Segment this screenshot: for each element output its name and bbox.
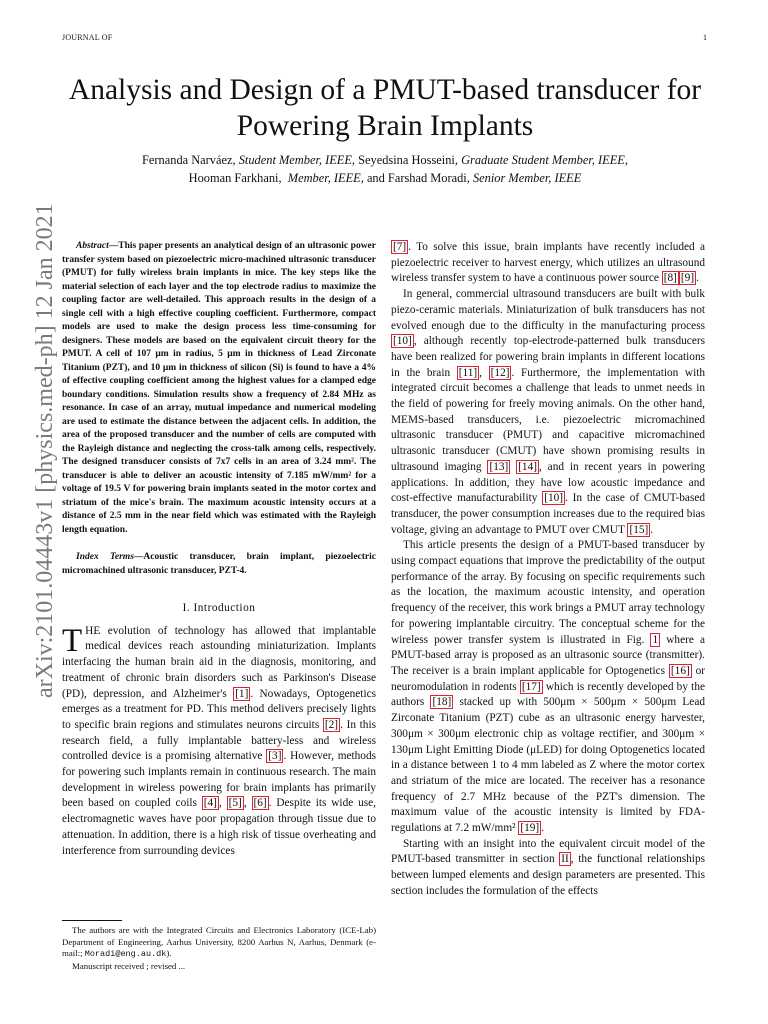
citation-link[interactable]: [16] (670, 664, 690, 677)
paragraph-text: . Despite its wide use, electromagnetic waves have poor propagation through tissue due to attenuation. In addition, there is a high risk of tissue overheating and interference from surrounding devices (62, 797, 376, 857)
paragraph-text: This article presents the design of a PMUT-based transducer by using compact equations that improve the predictability of the output performance of the array. By focusing on specific requirements such as the location, the maximum acoustic intensity, and operation frequency of the receiver, this work brings a PMUT array technology for powering implantable circuitry. The conceptual scheme for the wireless power transfer system is illustrated in Fig. (391, 539, 705, 646)
body-paragraph (391, 538, 705, 836)
footnote-rule (62, 920, 122, 921)
author-list (40, 151, 730, 187)
citation-link[interactable]: [7] (393, 241, 407, 253)
section-heading-introduction: I. Introduction (182, 602, 256, 614)
citation-link[interactable]: [17] (521, 680, 541, 693)
citation-link[interactable]: [15] (629, 523, 649, 536)
author-name: and Farshad Moradi, (366, 171, 470, 185)
index-terms-label: Index Terms (76, 552, 134, 562)
citation-link[interactable]: [2] (324, 718, 339, 731)
abstract-label: Abstract (76, 241, 109, 251)
citation-link[interactable]: [8] (663, 272, 677, 285)
separator-text: , (218, 797, 227, 810)
citation-link[interactable]: [10] (393, 335, 412, 348)
paper-title: Analysis and Design of a PMUT-based transducer for Powering Brain Implants (68, 74, 702, 142)
left-column (62, 240, 376, 859)
citation-link[interactable]: [13] (489, 460, 509, 473)
author-affiliation: Member, IEEE, (287, 171, 364, 185)
paragraph-text: , although recently top-electrode-patterned bulk transducers have been realized for powering brain implants in different locations in the brain (391, 335, 705, 379)
paragraph-text: , the functional relationships between lumped elements and design parameters are presented. This section includes the formulation of the effects (391, 853, 705, 897)
paragraph-text: . Furthermore, the implementation with integrated circuit becomes a challenge that leads to unmet needs in the field of powering for freely moving animals. On the other hand, MEMS-based transducers, i.e. piezoelectric micromachined ultrasonic transducer (PMUT) and capacitive micromachined ultrasonic transducer (CMUT) have shown promising results in ultrasound imaging (391, 366, 705, 473)
paragraph-text: . (696, 272, 699, 285)
citation-link[interactable]: [12] (490, 366, 510, 379)
paragraph-text: , and in recent years in powering applications. In addition, they have low acoustic impedance and cost-effective manufacturability (391, 460, 705, 505)
footnote-affiliation (62, 925, 376, 961)
paragraph-text: . To solve this issue, brain implants have recently included a piezoelectric receiver to harvest energy, which utilizes an ultrasound wireless transfer system to have a continuous power source (391, 241, 705, 285)
author-name: Hooman Farkhani, (188, 171, 282, 185)
body-paragraph (391, 240, 705, 287)
arxiv-identifier-stamp[interactable]: arXiv:2101.04443v1 [physics.med-ph] 12 Jan 2021 (32, 203, 58, 698)
paragraph-text: Starting with an insight into the equivalent circuit model of the PMUT-based transmitter in section (391, 837, 705, 866)
footnote-text: The authors are with the Integrated Circuits and Electronics Laboratory (ICE-Lab) Department of Engineering, Aarhus University, 8200 Aarhus N, Aarhus, Denmark (e-mail:; (62, 925, 376, 959)
body-paragraph (391, 837, 705, 900)
separator-text: , (479, 366, 489, 379)
email-link[interactable]: Moradi@eng.au.dk (84, 949, 167, 960)
right-column (391, 240, 705, 900)
index-terms (62, 551, 376, 578)
paragraph-text: . Nowadays, Optogenetics emerges as a treatment for PD. This method delivers precisely lights to specific brain regions and stimulates neurons circuits (62, 687, 376, 731)
footnote (62, 920, 376, 972)
citation-link[interactable]: [18] (432, 696, 452, 709)
paragraph-text: where a PMUT-based array is proposed as an ultrasonic source (transmitter). The receiver is a brain implant applicable for Optogenetics (391, 633, 705, 677)
paragraph-text: which is recently developed by the authors (391, 680, 705, 709)
citation-link[interactable]: [6] (253, 797, 267, 810)
paragraph-text: or neuromodulation in rodents (391, 664, 705, 693)
paragraph-text: . In this research field, a fully implantable battery-less and wireless controlled device is a promising alternative (62, 718, 376, 763)
author-affiliation: Student Member, IEEE, (238, 153, 356, 167)
drop-cap: T (62, 622, 83, 659)
author-name: Seyedsina Hosseini, (358, 153, 458, 167)
citation-link[interactable]: [11] (458, 366, 478, 379)
abstract (62, 240, 376, 537)
intro-paragraph (62, 624, 376, 860)
paragraph-text: In general, commercial ultrasound transducers are built with bulk piezo-ceramic materials. Miniaturization of bulk transducers has not evolved enough due to the difficulty in the manufacturing process (391, 288, 705, 332)
citation-link[interactable]: [1] (235, 687, 249, 700)
citation-link[interactable]: [10] (544, 492, 564, 505)
paragraph-text: . (650, 523, 654, 536)
abstract-text: —This paper presents an analytical design of an ultrasonic power transfer system based on piezoelectric micro-machined ultrasonic transducer (PMUT) for fully wireless brain implants in mice. The key steps like the material selection of each layer and the top electrode radius to maximize the coupling factor are well-detailed. This approach results in the design of a single cell with a high effective coupling coefficient. Furthermore, compact models are used to make the design process less time-consuming for designers. These models are based on the equivalent circuit theory for the PMUT. A cell of 107 μm in radius, 5 μm in thickness of Lead Zirconate Titanium (PZT), and 10 μm in thickness of silicon (Si) is found to have a 4% of effective coupling coefficient among the highest values for a clamped edge boundary conditions. Simulation results show a frequency of 2.84 MHz as resonance. In case of an array, mutual impedance and numerical modeling are used to estimate the distance between the adjacent cells. In addition, the area of the proposed transducer and the number of cells are computed with the Rayleigh distance and neglecting the cross-talk among cells, respectively. The designed transducer consists of 7x7 cells in an area of 3.24 mm². The transducer is able to deliver an acoustic intensity of 7.185 mW/mm² for a voltage of 19.5 V for powering brain implants seated in the motor cortex and striatum of the mice's brain. The maximum acoustic intensity occurs at a distance of 2.5 mm in the near field which was estimated with the Rayleigh length equation. (62, 241, 376, 535)
author-affiliation: Senior Member, IEEE (472, 171, 582, 185)
citation-link[interactable]: [19] (520, 822, 540, 835)
index-terms-text: —Acoustic transducer, brain implant, piezoelectric micromachined ultrasonic transducer, PZT-4. (62, 552, 376, 576)
citation-link[interactable]: [9] (680, 272, 695, 285)
paragraph-text: stacked up with 500μm × 500μm × 500μm Lead Zirconate Titanium (PZT) cube as an ultrasonic energy harvester, 300μm × 300μm electronic chip as voltage rectifier, and 300μm × 130μm Light Emitting Diode (μLED) for doing Optogenetics located in a distance between 1 to 4 mm labeled as Z where the motor cortex and striatum of the mice are located. The receiver has a resonance frequency of 2.7 MHz because of the PZT's dimension. The maximum value of the acoustic intensity is limited by FDA-regulations at 7.2 mW/mm² (391, 696, 705, 835)
paragraph-text: HE evolution of technology has allowed that implantable medical devices reach astounding miniaturization. Implants interfacing the human brain aid in the diagnosis, monitoring, and treatment of chronic brain disorders such as Parkinson's Disease (PD), depression, and Alzheimer's (62, 624, 376, 700)
separator-text: , (243, 797, 252, 810)
footnote-manuscript: Manuscript received ; revised ... (72, 960, 186, 971)
citation-link[interactable]: [4] (203, 797, 217, 810)
paragraph-text: . (541, 822, 544, 835)
body-paragraph (391, 287, 705, 538)
page-number: 1 (703, 33, 707, 42)
author-name: Fernanda Narváez, (142, 153, 236, 167)
citation-link[interactable]: [3] (268, 750, 282, 763)
footnote-text: ). (166, 948, 172, 959)
author-affiliation: Graduate Student Member, IEEE, (461, 153, 628, 167)
paragraph-text: . However, methods for powering such implants remain in continuous research. The main development in wireless powering for brain implants has primarily been based on coupled coils (62, 750, 377, 810)
citation-link[interactable]: [14] (518, 460, 537, 473)
citation-link[interactable]: [5] (228, 797, 242, 810)
figure-reference-link[interactable]: 1 (652, 633, 659, 646)
running-header-journal: JOURNAL OF (62, 33, 113, 42)
paragraph-text: . In the case of CMUT-based transducer, the power consumption increases due to the required bias voltage, giving an advantage to PMUT over CMUT (391, 492, 706, 536)
section-reference-link[interactable]: II (561, 853, 569, 866)
